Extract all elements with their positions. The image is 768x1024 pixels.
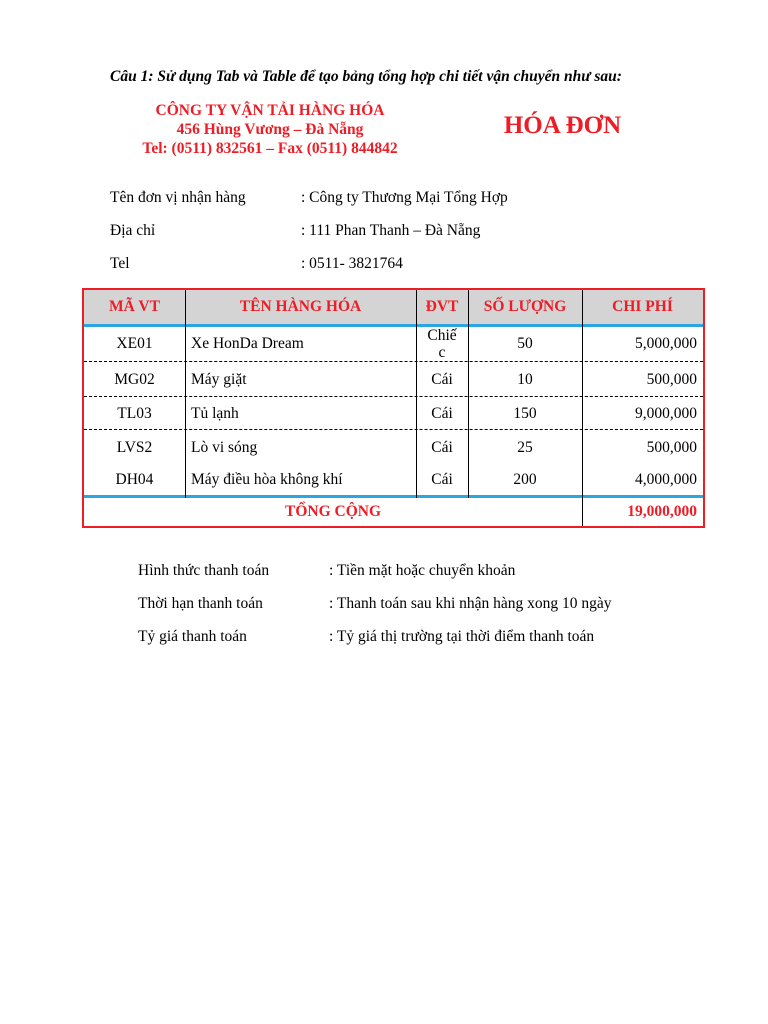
cell-code: MG02 [114,370,155,388]
cell-cost: 9,000,000 [635,404,697,422]
header-unit: ĐVT [425,298,459,315]
cell-unit: Cái [431,404,453,422]
company-header [120,101,420,158]
cell-cost: 500,000 [646,438,697,456]
column-divider [185,290,186,498]
table-row [84,397,703,430]
exchange-rate-value: : Tỷ giá thị trường tại thời điểm thanh toán [329,628,595,645]
cell-qty: 10 [517,370,533,388]
payment-term-label: Thời hạn thanh toán [138,595,263,612]
payment-method-label: Hình thức thanh toán [138,562,270,579]
header-code: MÃ VT [109,298,160,315]
payment-term-value: : Thanh toán sau khi nhận hàng xong 10 ngày [329,595,612,612]
cell-name: Máy điều hòa không khí [191,470,343,488]
table-header-row [84,290,703,327]
column-divider [416,290,417,498]
invoice-table [82,288,705,528]
cell-unit: Cái [431,438,453,456]
cell-unit: Chiếc [427,327,457,361]
cell-qty: 200 [513,470,537,488]
recipient-address-label: Địa chỉ [110,222,156,239]
company-name: CÔNG TY VẬN TẢI HÀNG HÓA [155,102,385,119]
header-name: TÊN HÀNG HÓA [239,298,362,315]
recipient-name-value: : Công ty Thương Mại Tổng Hợp [301,189,508,206]
column-divider [468,290,469,498]
header-qty: SỐ LƯỢNG [483,298,567,315]
row-divider [84,429,703,430]
recipient-tel-value: : 0511- 3821764 [301,255,403,272]
recipient-address-value: : 111 Phan Thanh – Đà Nẵng [301,222,481,239]
total-value: 19,000,000 [627,503,697,520]
company-contact: Tel: (0511) 832561 – Fax (0511) 844842 [142,140,398,157]
cell-cost: 4,000,000 [635,470,697,488]
cell-name: Tủ lạnh [191,404,239,422]
table-row [84,463,703,496]
cell-cost: 500,000 [646,370,697,388]
cell-qty: 50 [517,335,533,352]
question-heading: Câu 1: Sử dụng Tab và Table để tạo bảng tổng hợp chi tiết vận chuyển như sau: [110,68,622,85]
payment-method-value: : Tiền mặt hoặc chuyển khoản [329,562,516,579]
table-row [84,431,703,464]
column-divider [582,290,583,526]
header-cost: CHI PHÍ [612,298,673,315]
cell-qty: 25 [517,438,533,456]
cell-name: Xe HonDa Dream [191,335,304,352]
table-row [84,363,703,396]
company-address: 456 Hùng Vương – Đà Nẵng [176,121,364,138]
invoice-title: HÓA ĐƠN [503,112,622,139]
cell-unit: Cái [431,370,453,388]
table-row [84,327,703,361]
cell-code: XE01 [116,335,153,352]
cell-cost: 5,000,000 [635,335,697,352]
cell-code: TL03 [117,404,152,422]
total-row [84,498,703,526]
recipient-name-label: Tên đơn vị nhận hàng [110,189,246,206]
cell-qty: 150 [513,404,537,422]
cell-unit: Cái [431,470,453,488]
total-label: TỔNG CỘNG [284,503,382,520]
row-divider [84,361,703,362]
exchange-rate-label: Tỷ giá thanh toán [138,628,247,645]
recipient-tel-label: Tel [110,255,130,272]
cell-code: LVS2 [116,438,153,456]
cell-code: DH04 [115,470,154,488]
cell-name: Máy giặt [191,370,247,388]
cell-name: Lò vi sóng [191,438,258,456]
